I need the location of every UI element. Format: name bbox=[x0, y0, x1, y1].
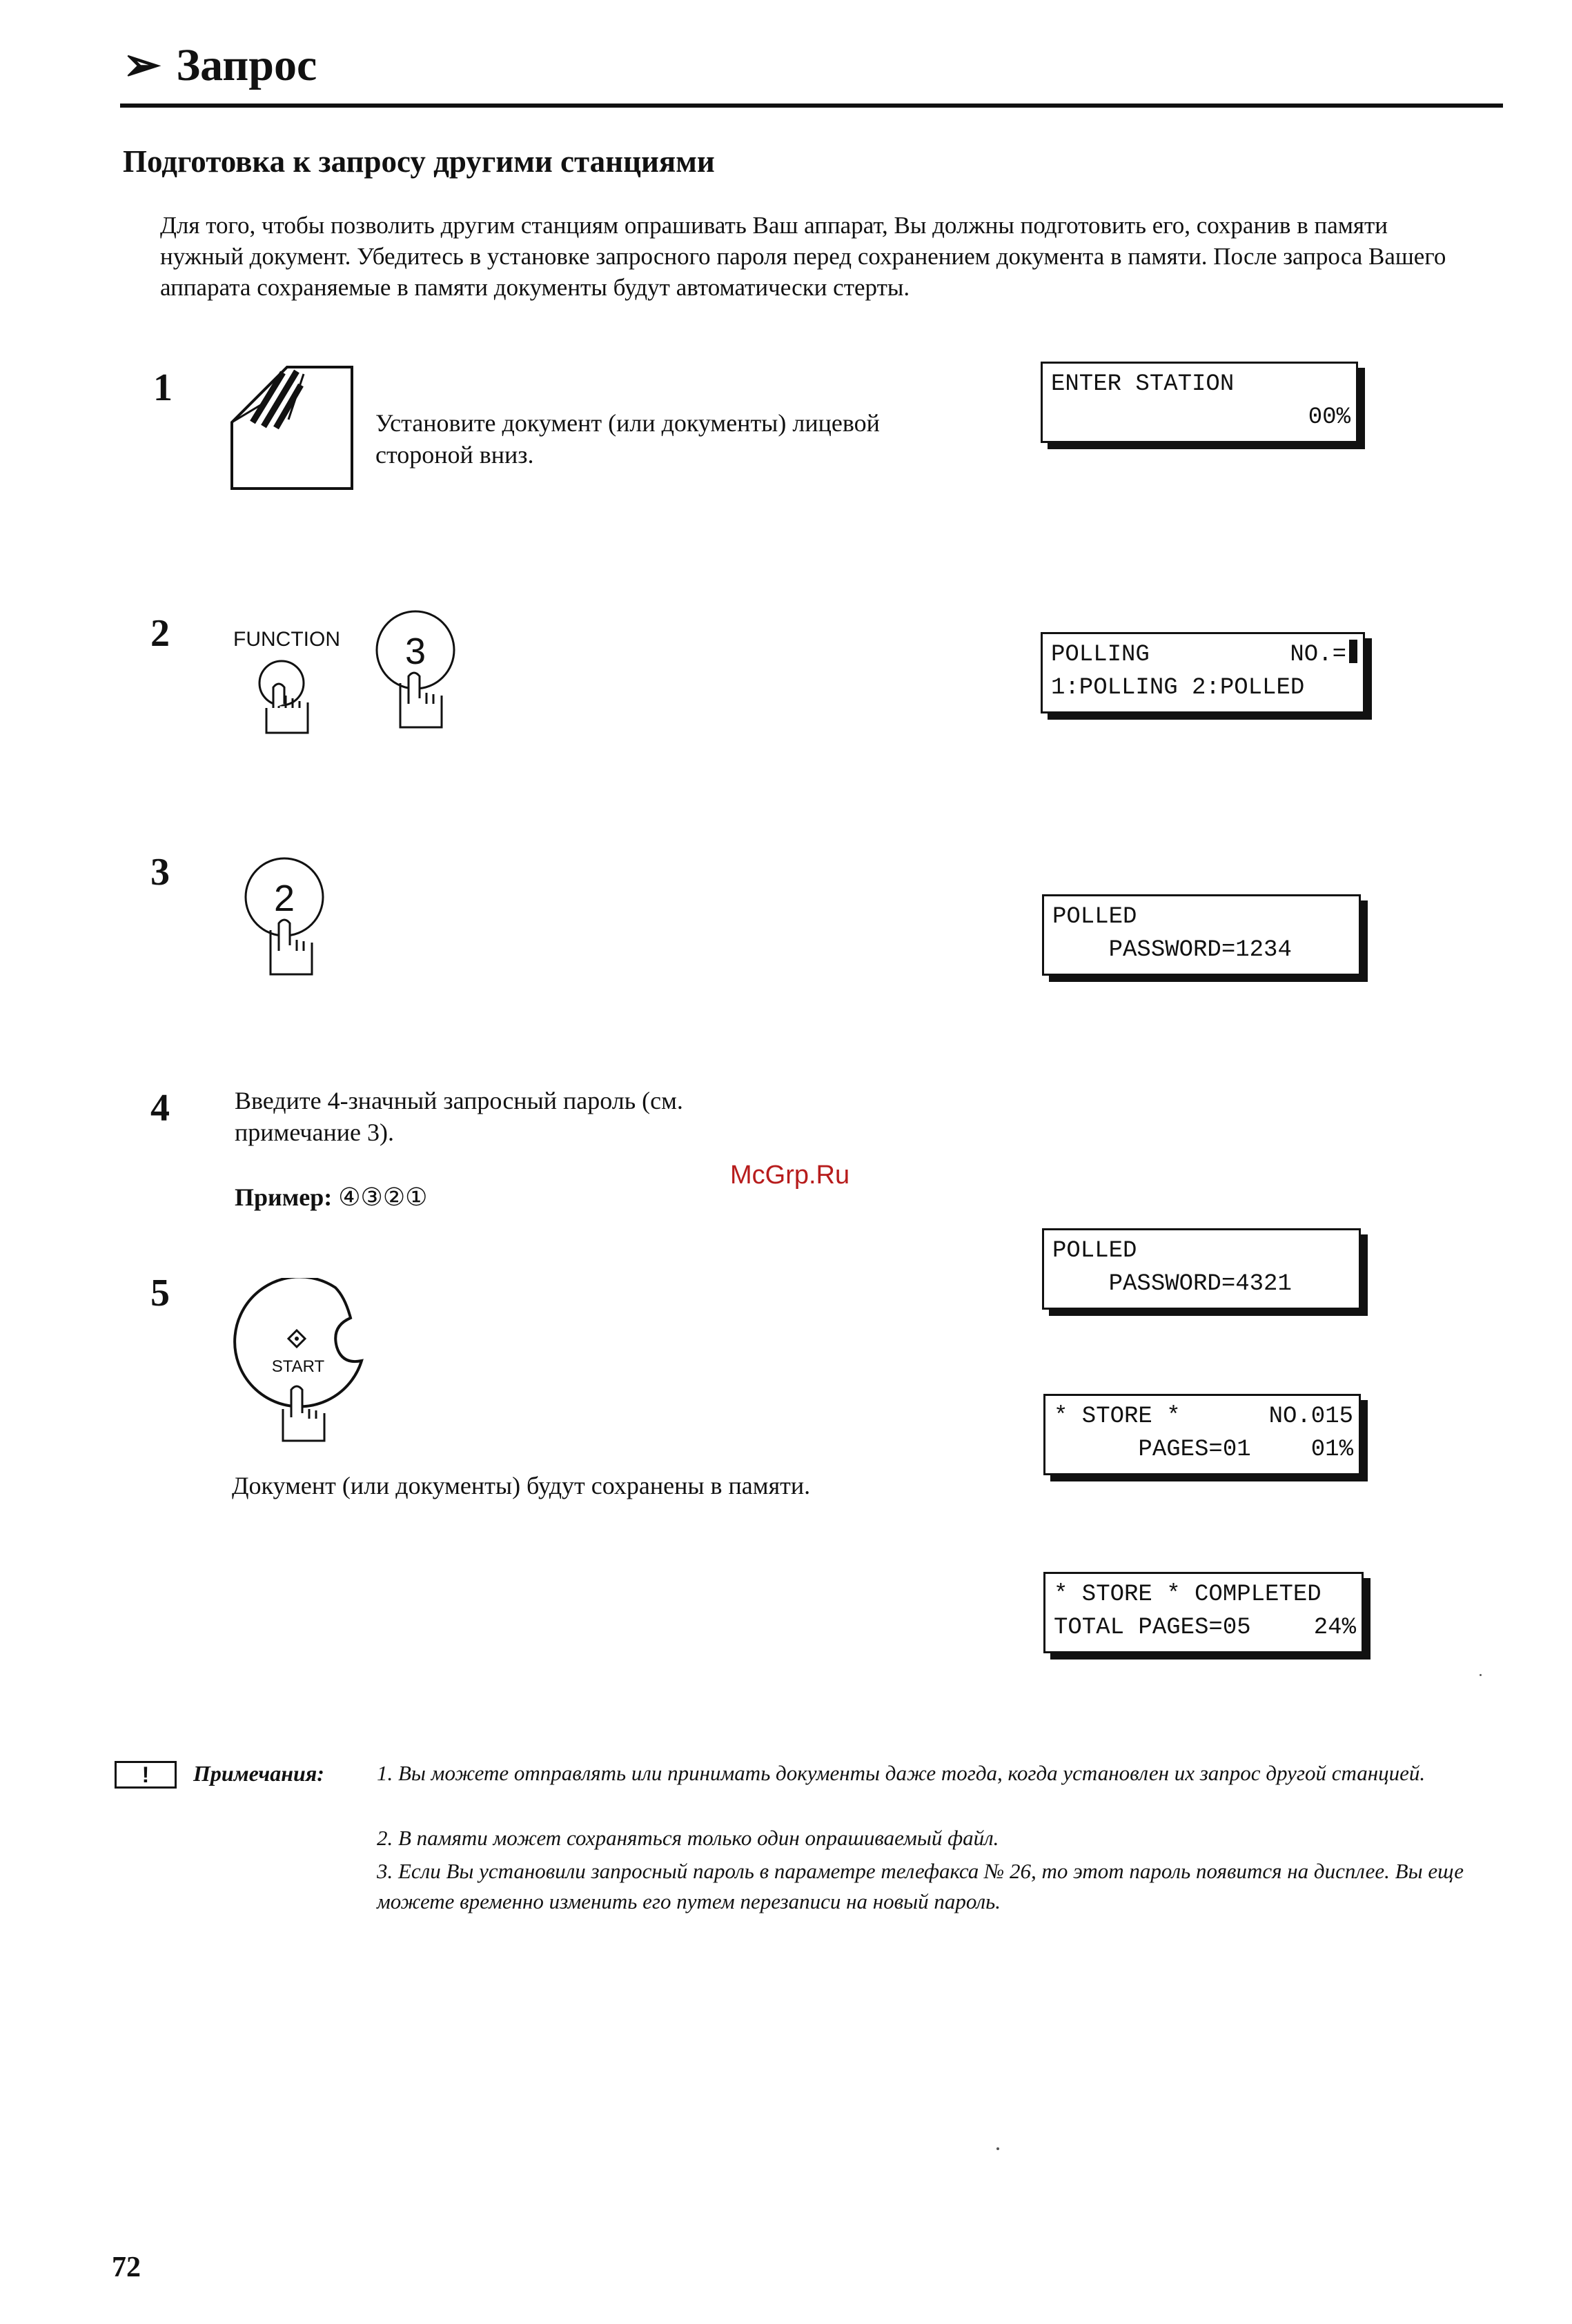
step-5-text: Документ (или документы) будут сохранены в памяти. bbox=[232, 1472, 811, 1499]
scan-speck bbox=[1480, 1674, 1482, 1676]
step-4-number: 4 bbox=[150, 1087, 170, 1130]
subsection-title: Подготовка к запросу другими станциями bbox=[123, 144, 715, 179]
lcd-line-2 bbox=[1051, 401, 1350, 434]
lcd-cursor bbox=[1349, 640, 1357, 663]
example-label: Пример: bbox=[235, 1183, 333, 1211]
scan-speck bbox=[996, 2147, 999, 2150]
note-2: 2. В памяти может сохраняться только один опрашиваемый файл. bbox=[377, 1826, 999, 1850]
header-rule bbox=[120, 104, 1503, 108]
example-line bbox=[235, 1181, 427, 1213]
step-5-number: 5 bbox=[150, 1272, 170, 1314]
note-warning-icon: ! bbox=[115, 1761, 177, 1789]
key-2-label: 2 bbox=[273, 878, 295, 919]
note-1: 1. Вы можете отправлять или принимать документы даже тогда, когда установлен их запрос другой станцией. bbox=[377, 1761, 1426, 1785]
example-keys: ④③②① bbox=[338, 1183, 428, 1211]
lcd-line-2-right: 01% bbox=[1310, 1437, 1353, 1463]
key-2-press-icon[interactable] bbox=[242, 853, 338, 984]
document-feed-icon bbox=[225, 360, 363, 495]
lcd-line-1-right: NO.015 bbox=[1268, 1404, 1353, 1430]
key-3-label: 3 bbox=[404, 631, 426, 672]
lcd-display-polling bbox=[1041, 632, 1365, 713]
section-title-text: Запрос bbox=[176, 40, 317, 90]
lcd-display-polled-password-default bbox=[1042, 894, 1361, 976]
function-key-label: FUNCTION bbox=[233, 628, 340, 651]
step-1-text: Установите документ (или документы) лицевой стороной вниз. bbox=[375, 409, 880, 469]
intro-paragraph: Для того, чтобы позволить другим станциям опрашивать Ваш аппарат, Вы должны подготовить его, сохранив в памяти нужный документ. Убедитесь в установке запросного пароля перед сохранением документа в памяти. После запроса Вашего аппарата сохраняемые в памяти документы будут автоматически стерты. bbox=[160, 212, 1446, 301]
notes-label: Примечания: bbox=[193, 1761, 324, 1786]
arrow-bullet-icon: ➢ bbox=[123, 40, 161, 90]
lcd-line-2: 24% TOTAL PAGES=05 bbox=[1054, 1611, 1356, 1644]
lcd-display-store bbox=[1043, 1394, 1361, 1475]
lcd-line-2: 1:POLLING 2:POLLED bbox=[1051, 675, 1305, 701]
lcd-line-1: * STORE * COMPLETED bbox=[1054, 1582, 1322, 1608]
start-button-icon[interactable] bbox=[232, 1278, 370, 1444]
lcd-display-polled-password-entered bbox=[1042, 1228, 1361, 1310]
page-number: 72 bbox=[112, 2252, 141, 2283]
lcd-line-2: 01% PAGES=01 bbox=[1054, 1433, 1353, 1466]
lcd-line-2: PASSWORD=1234 bbox=[1052, 937, 1292, 963]
step-1-number: 1 bbox=[153, 366, 173, 409]
lcd-line-1: POLLED bbox=[1052, 1238, 1137, 1264]
key-3-press-icon[interactable] bbox=[370, 607, 466, 738]
lcd-line-1: NO.015 * STORE * bbox=[1054, 1400, 1353, 1433]
lcd-line-1: NO.= POLLING bbox=[1051, 638, 1357, 671]
lcd-line-2-right: 00% bbox=[1308, 404, 1350, 431]
watermark: McGrp.Ru bbox=[730, 1161, 850, 1190]
lcd-display-enter-station bbox=[1041, 362, 1358, 443]
lcd-line-1-right: NO.= bbox=[1290, 642, 1346, 668]
lcd-display-store-completed bbox=[1043, 1572, 1364, 1653]
step-2-number: 2 bbox=[150, 612, 170, 655]
function-key-press-icon[interactable] bbox=[230, 621, 355, 738]
section-title bbox=[123, 40, 317, 90]
start-label: START bbox=[271, 1357, 325, 1376]
lcd-line-1: ENTER STATION bbox=[1051, 371, 1235, 397]
step-3-number: 3 bbox=[150, 851, 170, 894]
lcd-line-1: POLLED bbox=[1052, 904, 1137, 930]
lcd-line-2: PASSWORD=4321 bbox=[1052, 1271, 1292, 1297]
step-4-text: Введите 4-значный запросный пароль (см. примечание 3). bbox=[235, 1087, 683, 1146]
lcd-line-2-right: 24% bbox=[1313, 1615, 1356, 1641]
note-3: 3. Если Вы установили запросный пароль в параметре телефакса № 26, то этот пароль появится на дисплее. Вы еще можете временно изменить его путем перезаписи на новый пароль. bbox=[377, 1859, 1464, 1913]
